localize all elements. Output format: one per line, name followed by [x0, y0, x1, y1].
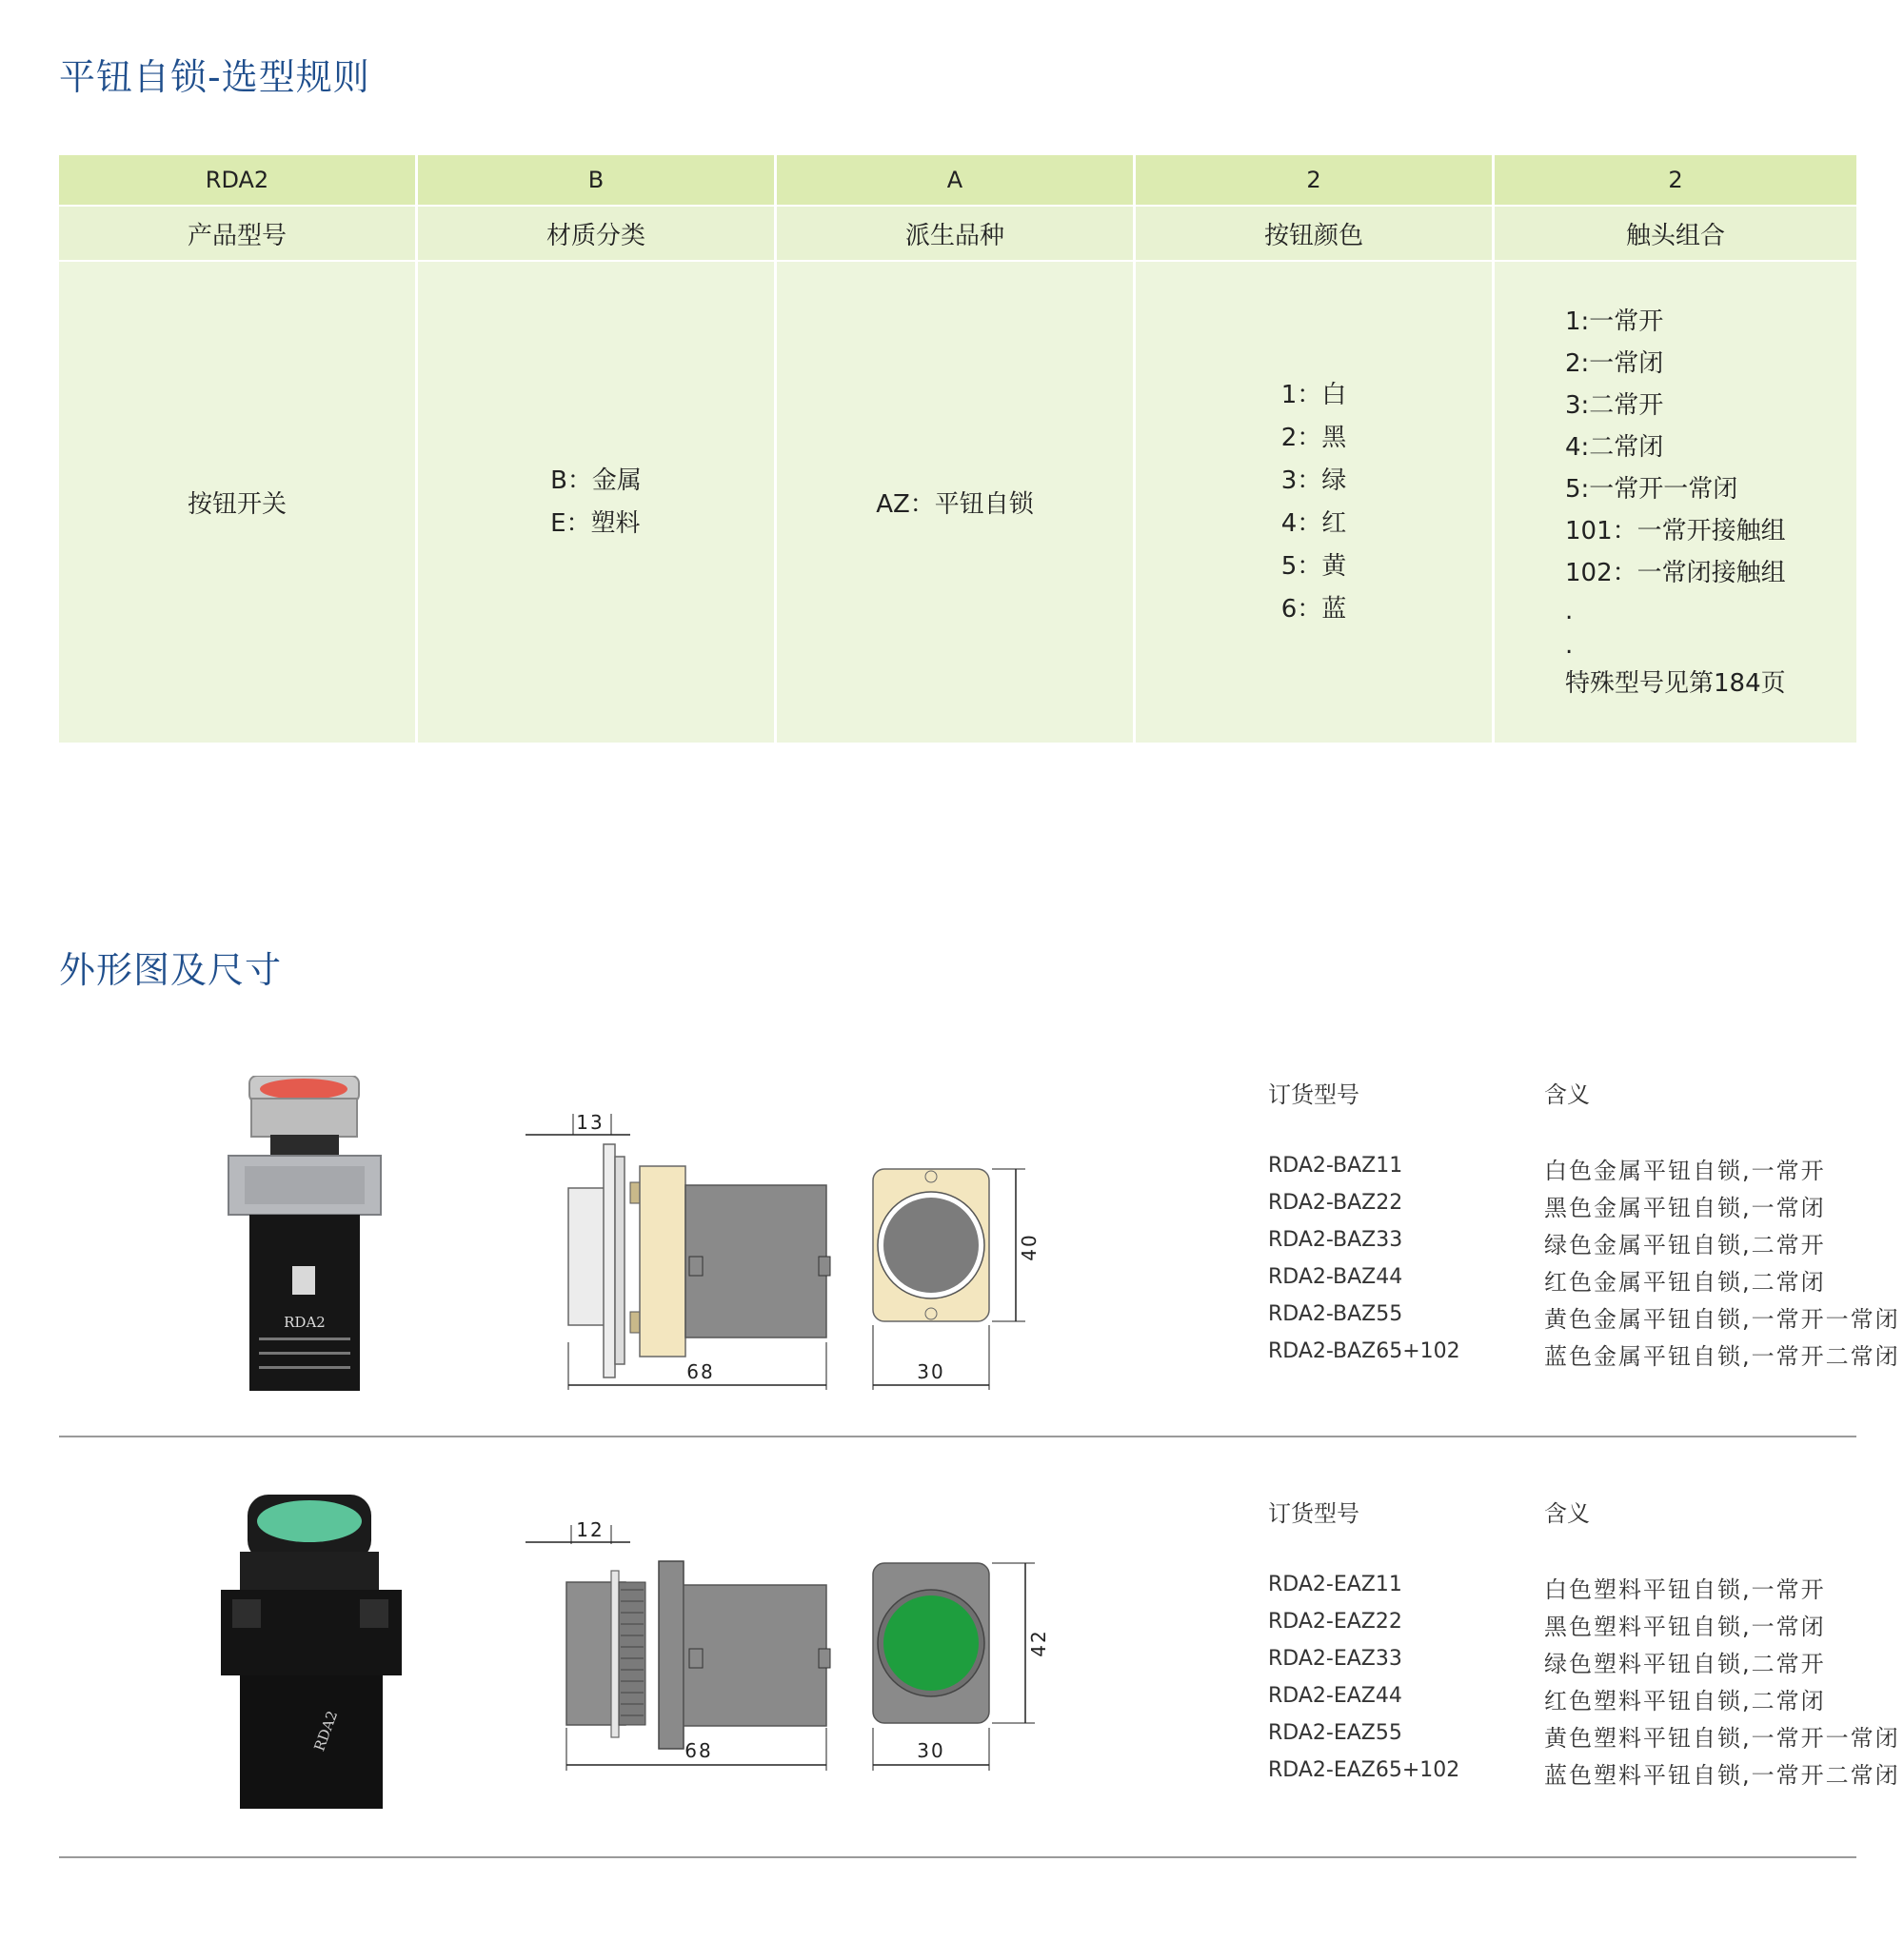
- column-product-model: [59, 155, 415, 743]
- order-header-meaning: 含义: [1544, 1081, 1590, 1108]
- dimension-drawing-plastic: [468, 1495, 1116, 1818]
- option-text: AZ：平钮自锁: [876, 490, 1034, 519]
- code-cell: B: [418, 155, 774, 205]
- code-cell: 2: [1495, 155, 1856, 205]
- order-model: RDA2-BAZ65+102: [1268, 1339, 1460, 1363]
- order-model: RDA2-BAZ55: [1268, 1302, 1403, 1326]
- dim-label-front: 12: [576, 1518, 605, 1541]
- name-cell: 产品型号: [59, 207, 415, 260]
- order-meaning: 黄色塑料平钮自锁,一常开一常闭: [1544, 1725, 1900, 1752]
- name-cell: 派生品种: [777, 207, 1133, 260]
- order-meaning: 黑色塑料平钮自锁,一常闭: [1544, 1614, 1826, 1640]
- option-text: 5：黄: [1280, 551, 1347, 581]
- options-cell: [59, 262, 415, 743]
- option-text: 4:二常闭: [1565, 432, 1664, 462]
- option-text: 3:二常开: [1565, 390, 1664, 420]
- order-model: RDA2-BAZ11: [1268, 1154, 1403, 1178]
- option-text: 4：红: [1280, 508, 1347, 538]
- option-text: 2:一常闭: [1565, 348, 1664, 378]
- selection-table: [59, 155, 1856, 743]
- button-face-plastic: [883, 1595, 979, 1691]
- name-cell: 按钮颜色: [1136, 207, 1492, 260]
- order-header-meaning: 含义: [1544, 1500, 1590, 1527]
- option-text: .: [1565, 630, 1574, 660]
- order-model: RDA2-BAZ44: [1268, 1265, 1403, 1289]
- dim-label-length: 68: [684, 1739, 713, 1762]
- option-text: 特殊型号见第184页: [1565, 668, 1786, 698]
- column-contact-combo: [1495, 155, 1856, 743]
- dim-label-front: 13: [576, 1111, 605, 1134]
- order-model: RDA2-BAZ33: [1268, 1228, 1403, 1252]
- options-cell: [777, 262, 1133, 743]
- order-model: RDA2-EAZ55: [1268, 1721, 1402, 1745]
- option-text: 1:一常开: [1565, 307, 1664, 336]
- option-text: E：塑料: [550, 508, 641, 538]
- product-label: RDA2: [310, 1708, 342, 1754]
- order-header-model: 订货型号: [1268, 1081, 1359, 1108]
- dim-label-width: 30: [917, 1360, 945, 1383]
- section-title-selection: 平钮自锁-选型规则: [59, 56, 370, 98]
- order-model: RDA2-EAZ65+102: [1268, 1758, 1460, 1782]
- options-cell: [1136, 262, 1492, 743]
- option-text: 102：一常闭接触组: [1565, 558, 1786, 587]
- code-cell: RDA2: [59, 155, 415, 205]
- option-text: 按钮开关: [187, 490, 287, 519]
- order-meaning: 蓝色塑料平钮自锁,一常开二常闭: [1544, 1762, 1900, 1789]
- order-model: RDA2-EAZ11: [1268, 1573, 1402, 1596]
- button-face-metal: [883, 1198, 979, 1293]
- order-model: RDA2-EAZ33: [1268, 1647, 1402, 1671]
- order-meaning: 红色塑料平钮自锁,二常闭: [1544, 1688, 1826, 1714]
- divider: [59, 1856, 1856, 1858]
- dim-label-height: 40: [1018, 1233, 1041, 1261]
- option-text: 3：绿: [1280, 466, 1347, 495]
- product-photo-metal: [164, 1076, 449, 1399]
- name-cell: 材质分类: [418, 207, 774, 260]
- order-meaning: 红色金属平钮自锁,二常闭: [1544, 1269, 1826, 1296]
- order-meaning: 白色金属平钮自锁,一常开: [1544, 1158, 1826, 1184]
- dimension-drawing-metal: [468, 1076, 1116, 1399]
- option-text: 5:一常开一常闭: [1565, 474, 1738, 504]
- option-text: 101：一常开接触组: [1565, 516, 1786, 545]
- dimension-block-plastic: [59, 1495, 1900, 1913]
- section-title-dimensions: 外形图及尺寸: [59, 949, 283, 991]
- dim-label-length: 68: [686, 1360, 715, 1383]
- name-cell: 触头组合: [1495, 207, 1856, 260]
- order-model: RDA2-EAZ44: [1268, 1684, 1402, 1708]
- order-model: RDA2-EAZ22: [1268, 1610, 1402, 1634]
- divider: [59, 1436, 1856, 1437]
- order-meaning: 黄色金属平钮自锁,一常开一常闭: [1544, 1306, 1900, 1333]
- option-text: 1：白: [1280, 380, 1347, 409]
- dim-label-height: 42: [1027, 1629, 1050, 1657]
- code-cell: A: [777, 155, 1133, 205]
- column-button-color: [1136, 155, 1492, 743]
- dimension-block-metal: [59, 1076, 1900, 1495]
- options-cell: [418, 262, 774, 743]
- order-meaning: 白色塑料平钮自锁,一常开: [1544, 1576, 1826, 1603]
- code-cell: 2: [1136, 155, 1492, 205]
- order-model: RDA2-BAZ22: [1268, 1191, 1403, 1215]
- column-material: [418, 155, 774, 743]
- product-label: RDA2: [284, 1314, 326, 1331]
- option-text: .: [1565, 596, 1574, 625]
- product-photo-plastic: [164, 1495, 449, 1818]
- option-text: 6：蓝: [1280, 594, 1347, 624]
- dim-label-width: 30: [917, 1739, 945, 1762]
- order-meaning: 蓝色金属平钮自锁,一常开二常闭: [1544, 1343, 1900, 1370]
- order-meaning: 绿色金属平钮自锁,二常开: [1544, 1232, 1826, 1258]
- column-variant: [777, 155, 1133, 743]
- option-text: 2：黑: [1280, 423, 1347, 452]
- order-meaning: 黑色金属平钮自锁,一常闭: [1544, 1195, 1826, 1221]
- options-cell: [1495, 262, 1856, 743]
- order-header-model: 订货型号: [1268, 1500, 1359, 1527]
- order-meaning: 绿色塑料平钮自锁,二常开: [1544, 1651, 1826, 1677]
- option-text: B：金属: [550, 466, 642, 495]
